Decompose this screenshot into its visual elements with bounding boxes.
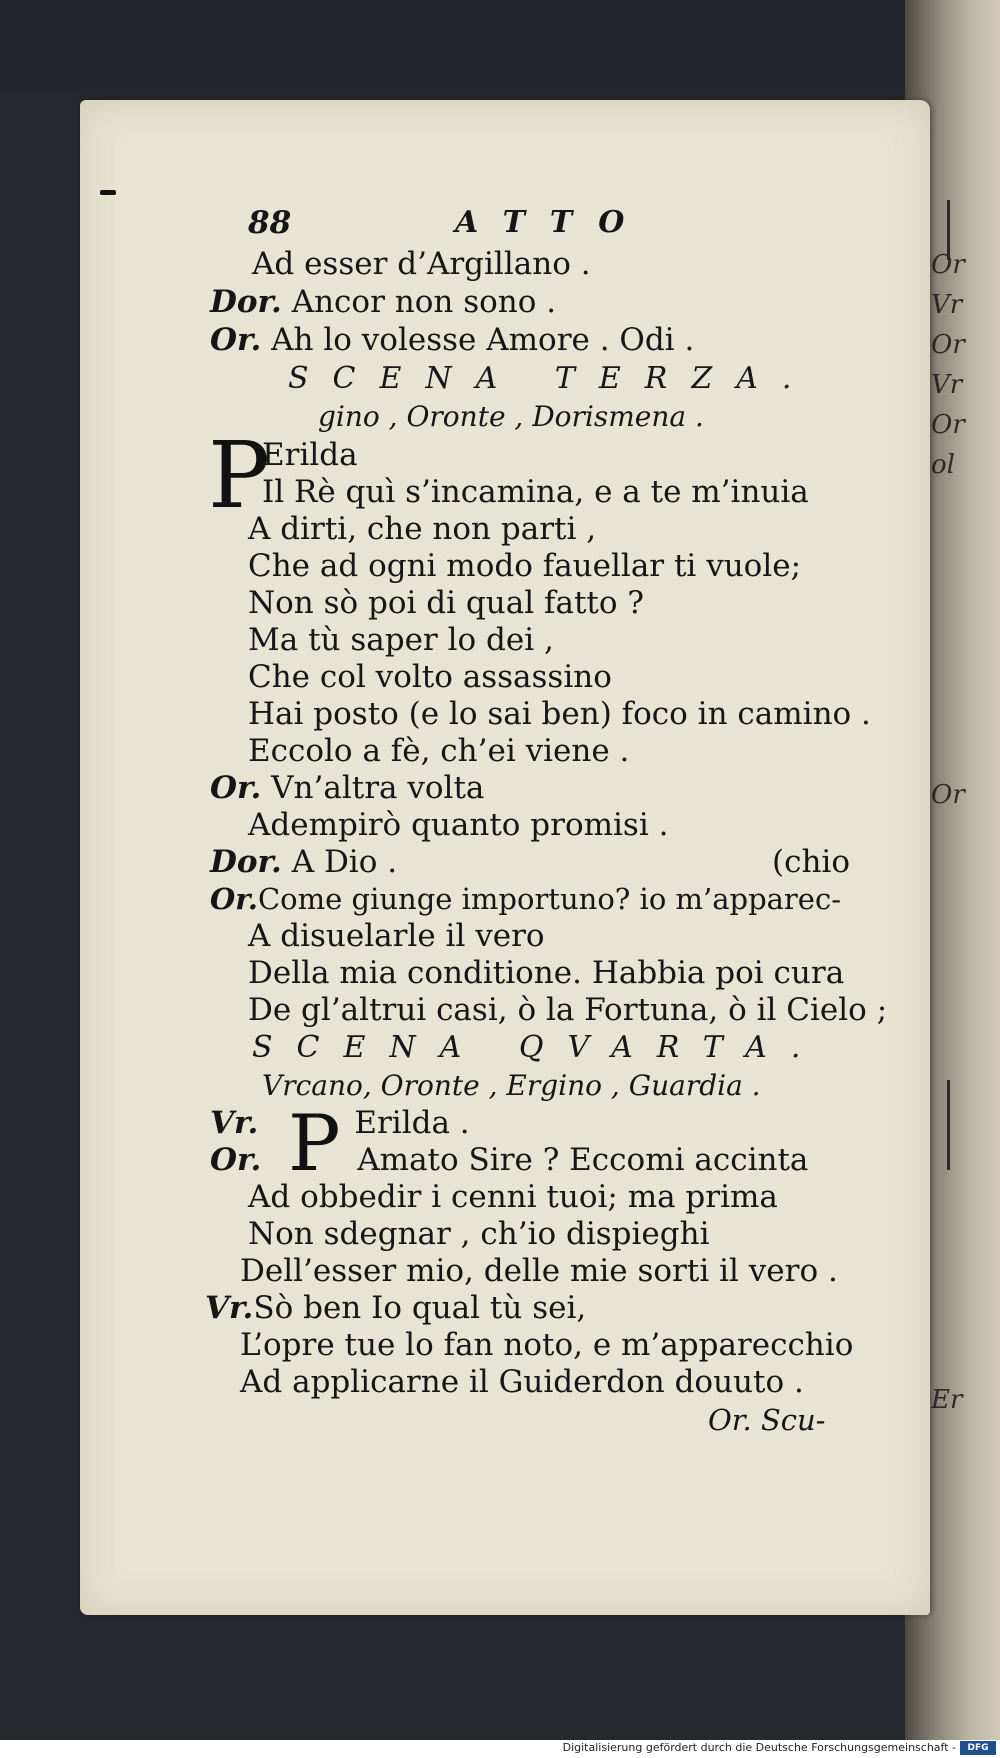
verse-line: Ad applicarne il Guiderdon douuto .: [240, 1364, 804, 1400]
speaker: Dor.: [210, 844, 282, 880]
speaker: Or.: [210, 322, 262, 358]
verse-line: Or.Come giunge importuno? io m’apparec-: [210, 882, 841, 916]
running-title: ATTO: [455, 205, 651, 240]
turnover-fragment: (chio: [772, 844, 850, 880]
drop-cap: P: [208, 422, 270, 529]
margin-fragment: Vr: [931, 370, 963, 400]
verse-line: Che col volto assassino: [248, 659, 612, 695]
speaker: Or.: [210, 1142, 262, 1178]
verse-line: Vr. Erilda .: [210, 1105, 470, 1141]
speaker: Or.: [210, 770, 262, 806]
verse-line: A dirti, che non parti ,: [248, 511, 597, 547]
verse-line: Eccolo a fè, ch’ei viene .: [248, 733, 630, 769]
verse-line: Non sò poi di qual fatto ?: [248, 585, 644, 621]
scene-heading: SCENA QVARTA.: [252, 1030, 825, 1065]
verse-line: Che ad ogni modo fauellar ti vuole;: [248, 548, 802, 584]
margin-fragment: Er: [931, 1385, 963, 1415]
verse-line: Dell’esser mio, delle mie sorti il vero .: [240, 1253, 838, 1289]
verse-line: Ad obbedir i cenni tuoi; ma prima: [248, 1179, 778, 1215]
scene-cast: Vrcano, Oronte , Ergino , Guardia .: [262, 1069, 761, 1102]
page-number: 88: [248, 205, 292, 241]
catchword: Or. Scu-: [708, 1403, 826, 1437]
scene-heading: SCENA TERZA.: [288, 361, 816, 396]
verse-line: Dor. A Dio .: [210, 844, 398, 880]
verse-line: Vr.Sò ben Io qual tù sei,: [205, 1290, 587, 1326]
speaker: Vr.: [205, 1290, 254, 1326]
margin-fragment: Or: [931, 780, 965, 810]
verse-line: Or. Ah lo volesse Amore . Odi .: [210, 322, 695, 358]
margin-fragment: Or: [931, 330, 965, 360]
margin-fragment: Or: [931, 410, 965, 440]
verse-line: Ma tù saper lo dei ,: [248, 622, 554, 658]
verse-line: L’opre tue lo fan noto, e m’apparecchio: [240, 1327, 854, 1363]
verse-line: Non sdegnar , ch’io dispieghi: [248, 1216, 710, 1252]
dfg-logo: DFG: [960, 1741, 996, 1755]
speaker: Dor.: [210, 284, 282, 320]
verse-line: Or. Amato Sire ? Eccomi accinta: [210, 1142, 809, 1178]
verse-line: Il Rè quì s’incamina, e a te m’inuia: [262, 474, 809, 510]
verse-line: Or. Vn’altra volta: [210, 770, 485, 806]
verse-line: Erilda: [262, 437, 358, 473]
speaker: Or.: [210, 882, 258, 916]
verse-line: Hai posto (e lo sai ben) foco in camino .: [248, 696, 871, 732]
drop-cap: P: [288, 1099, 341, 1189]
verse-line: Della mia conditione. Habbia poi cura: [248, 955, 845, 991]
digitization-credit: Digitalisierung gefördert durch die Deutsche Forschungsgemeinschaft -: [562, 1741, 956, 1754]
verse-line: Adempirò quanto promisi .: [248, 807, 669, 843]
margin-fragment: ol: [931, 450, 955, 480]
verse-line: A disuelarle il vero: [248, 918, 545, 954]
speaker: Vr.: [210, 1105, 259, 1141]
scene-cast: gino , Oronte , Dorismena .: [318, 400, 704, 433]
verse-line: Ad esser d’Argillano .: [252, 246, 591, 282]
margin-fragment: Vr: [931, 290, 963, 320]
verse-line: De gl’altrui casi, ò la Fortuna, ò il Cielo ;: [248, 992, 888, 1028]
margin-fragment: Or: [931, 250, 965, 280]
verse-line: Dor. Ancor non sono .: [210, 284, 557, 320]
